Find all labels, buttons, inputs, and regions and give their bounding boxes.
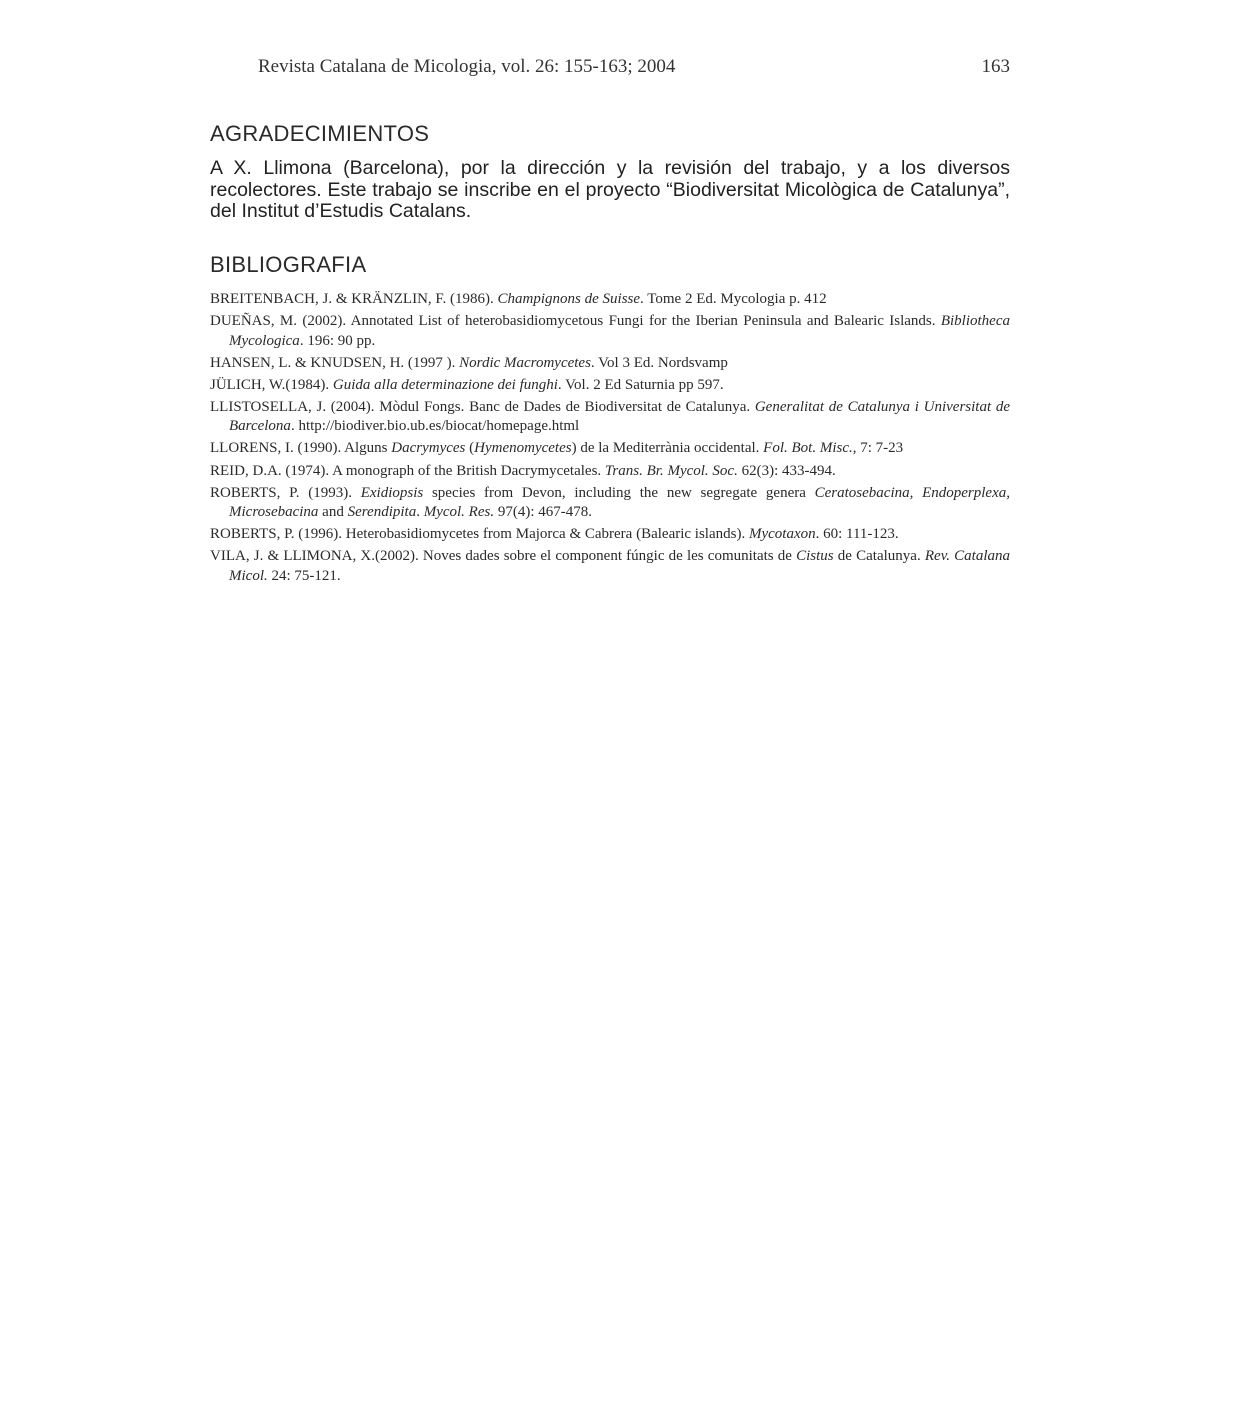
reference-text: 62(3): 433-494. [737,462,836,479]
reference-entry [210,484,1010,523]
reference-italic-text: Hymenomycetes [474,440,572,457]
reference-entry [210,398,1010,437]
reference-text: . Vol 3 Ed. Nordsvamp [590,354,728,371]
reference-text: . Tome 2 Ed. Mycologia p. 412 [640,291,827,307]
reference-italic-text: Guida alla determinazione dei funghi [332,376,558,393]
reference-text: . 60: 111-123. [815,526,899,543]
reference-entry [210,376,1010,396]
acknowledgements-text: A X. Llimona (Barcelona), por la dirección y la revisión del trabajo, y a los diversos recolectores. Este trabajo se inscribe en el proyecto “Biodiversitat Micològica de Catalunya”, del Institut d’Estudis Catalans. [210,157,1010,222]
reference-entry [210,439,1010,459]
reference-text: LLORENS, I. (1990). Alguns [210,440,392,457]
reference-italic-text: Mycotaxon [748,526,816,543]
reference-text: VILA, J. & LLIMONA, X.(2002). Noves dades sobre el component fúngic de les comunitats de [210,548,797,565]
reference-text: DUEÑAS, M. (2002). Annotated List of heterobasidiomycetous Fungi for the Iberian Peninsula and Balearic Islands. [210,313,941,330]
reference-text: . http://biodiver.bio.ub.es/biocat/homepage.html [290,418,580,435]
reference-list [210,290,1010,589]
reference-text: species from Devon, including the new segregate genera [423,484,815,501]
reference-italic-text: Generalitat de Catalunya i Universitat de Barcelona [229,398,1010,435]
reference-italic-text: Nordic Macromycetes [459,354,591,371]
reference-text: de Catalunya. [833,548,925,565]
reference-text: 97(4): 467-478. [494,504,592,521]
reference-entry [210,354,1010,374]
acknowledgements-heading: AGRADECIMIENTOS [210,121,430,146]
reference-text: BREITENBACH, J. & KRÄNZLIN, F. (1986). [210,291,498,307]
reference-italic-text: Ceratosebacina, Endoperplexa, Microsebacina [229,484,1010,521]
reference-text: . 196: 90 pp. [299,332,376,349]
running-header [258,56,1010,78]
reference-italic-text: Trans. Br. Mycol. Soc. [604,462,738,479]
reference-entry [210,462,1010,482]
reference-text: , 7: 7-23 [852,440,904,457]
reference-italic-text: Fol. Bot. Misc. [763,440,853,457]
reference-text: REID, D.A. (1974). A monograph of the British Dacrymycetales. [210,462,605,479]
reference-italic-text: Mycol. Res. [423,504,495,521]
reference-text: ) de la Mediterrània occidental. [571,440,764,457]
journal-citation: Revista Catalana de Micologia, vol. 26: 155-163; 2004 [258,56,676,77]
reference-text: ROBERTS, P. (1996). Heterobasidiomycetes from Majorca & Cabrera (Balearic islands). [210,526,749,543]
reference-italic-text: Exidiopsis [360,484,424,501]
reference-italic-text: Cistus [796,548,834,565]
reference-text: LLISTOSELLA, J. (2004). Mòdul Fongs. Banc de Dades de Biodiversitat de Catalunya. [210,398,755,415]
reference-entry [210,290,1010,310]
bibliography-heading: BIBLIOGRAFIA [210,252,367,277]
reference-italic-text: Champignons de Suisse [497,291,641,307]
reference-text: ( [465,440,475,457]
reference-entry [210,312,1010,351]
reference-text: ROBERTS, P. (1993). [210,484,361,501]
reference-text: 24: 75-121. [267,567,341,584]
page-number: 163 [981,56,1010,77]
reference-text: and [318,504,348,521]
reference-text: . [416,504,424,521]
reference-italic-text: Rev. Catalana Micol. [229,548,1010,584]
reference-italic-text: Bibliotheca Mycologica [229,313,1010,349]
reference-italic-text: Dacrymyces [391,440,466,457]
reference-entry [210,525,1010,545]
reference-text: HANSEN, L. & KNUDSEN, H. (1997 ). [210,354,460,371]
reference-text: . Vol. 2 Ed Saturnia pp 597. [557,376,724,393]
reference-entry [210,547,1010,586]
reference-text: JÜLICH, W.(1984). [210,376,333,393]
reference-italic-text: Serendipita [347,504,417,521]
